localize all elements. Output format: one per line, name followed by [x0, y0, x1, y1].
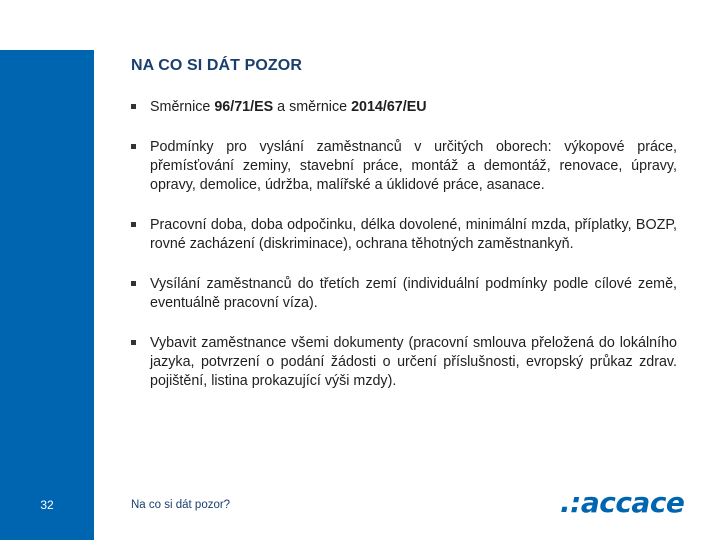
sidebar-top-gap [0, 0, 94, 50]
sidebar-band [0, 0, 94, 540]
bullet-list [131, 98, 677, 412]
square-bullet-icon [131, 222, 136, 227]
square-bullet-icon [131, 144, 136, 149]
bullet-text: Pracovní doba, doba odpočinku, délka dovolené, minimální mzda, příplatky, BOZP, rovné zacházení (diskriminace), ochrana těhotných zaměstnankyň. [150, 217, 677, 252]
bullet-text: Podmínky pro vyslání zaměstnanců v určitých oborech: výkopové práce, přemísťování zeminy, stavební práce, montáž a demontáž, renovace, úpravy, opravy, demolice, údržba, malířské a úklidové práce, asanace. [150, 139, 677, 193]
directive-number: 2014/67/EU [351, 99, 427, 115]
page-number: 32 [40, 498, 54, 512]
list-item [131, 334, 677, 391]
list-item [131, 216, 677, 254]
directive-text: Směrnice 96/71/ES a směrnice 2014/67/EU [150, 99, 427, 115]
square-bullet-icon [131, 104, 136, 109]
square-bullet-icon [131, 340, 136, 345]
footer-caption: Na co si dát pozor? [131, 499, 231, 511]
list-item [131, 98, 677, 117]
list-item [131, 275, 677, 313]
bullet-text: Vysílání zaměstnanců do třetích zemí (individuální podmínky podle cílové země, eventuálně pracovní víza). [150, 276, 677, 311]
accace-logo: .:accace [560, 486, 685, 519]
directive-number: 96/71/ES [214, 99, 274, 115]
page-title: NA CO SI DÁT POZOR [131, 57, 302, 74]
bullet-text: Vybavit zaměstnance všemi dokumenty (pracovní smlouva přeložená do lokálního jazyka, potvrzení o podání žádosti o určení příslušnosti, evropský průkaz zdrav. pojištění, listina prokazující výši mzdy). [150, 335, 677, 389]
list-item [131, 138, 677, 195]
square-bullet-icon [131, 281, 136, 286]
